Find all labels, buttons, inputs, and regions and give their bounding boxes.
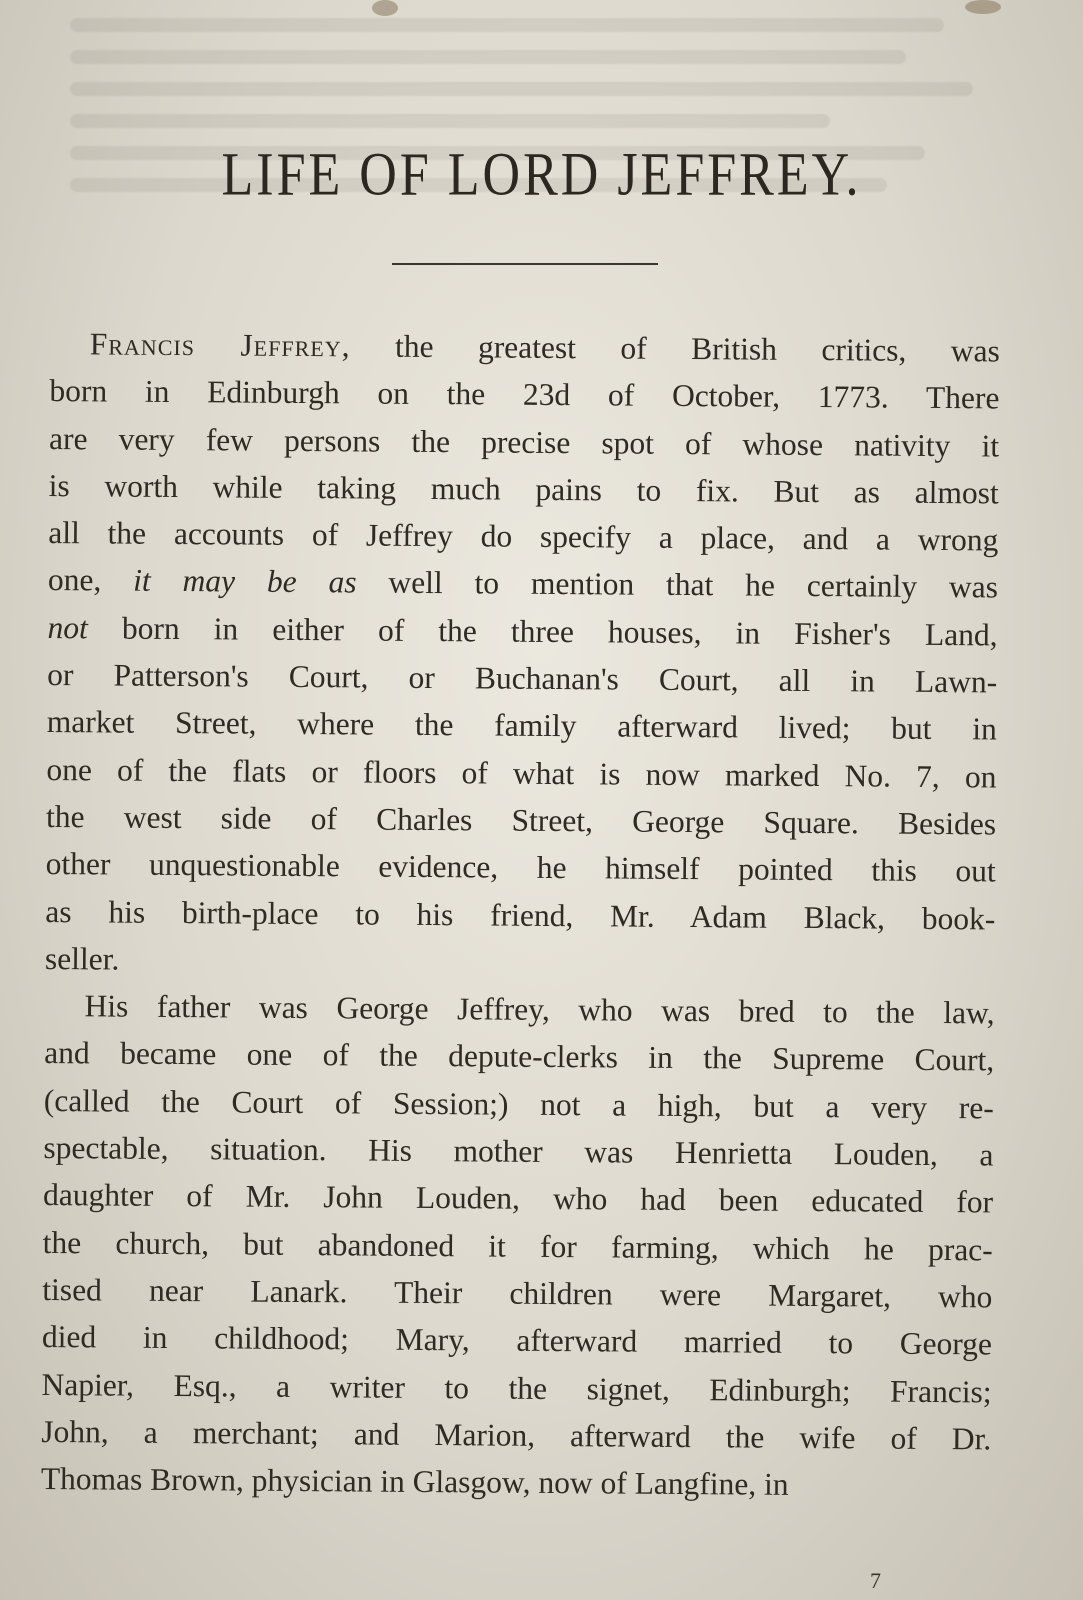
text-line [47,604,997,659]
text-line [47,698,997,753]
title-rule [392,263,658,265]
line-text: John, a merchant; and Marion, afterward the wife of Dr. [41,1413,992,1457]
text-line [41,1408,991,1463]
paragraph [45,320,1000,990]
text-line [45,888,995,943]
text-line [42,1266,992,1321]
line-text: the west side of Charles Street, George Square. Besides [45,798,997,842]
line-text: daughter of Mr. John Louden, who had been educated for [42,1177,994,1220]
line-text: born in either of the three houses, in Fisher's Land, [87,610,998,653]
line-text: one of the flats or floors of what is now marked No. 7, on [46,751,997,795]
line-text: the greatest of British critics, was [350,328,1000,369]
text-line [44,1077,994,1132]
text-line [41,1360,991,1415]
line-text: well to mention that he certainly was [356,564,999,605]
line-text: seller. [44,940,120,977]
line-text: market Street, where the family afterward lived; but in [46,704,997,747]
italic-text: it may be as [133,563,357,600]
body-text [41,320,1000,1510]
text-line [46,840,996,895]
text-line [49,462,999,517]
line-text: is worth while taking much pains to fix. But as almost [48,467,999,511]
line-text: the church, but abandoned it for farming, which he prac- [42,1224,993,1268]
line-text: (called the Court of Session;) not a high, but a very re- [43,1082,994,1126]
page-title: LIFE OF LORD JEFFREY. [221,141,862,209]
line-text: born in Edinburgh on the 23d of October, 1773. There [49,373,1000,416]
italic-text: not [47,609,88,646]
line-text: and became one of the depute-clerks in the Supreme Court, [44,1035,995,1078]
page-number: 7 [870,1568,881,1593]
foxing-spot [965,0,1001,14]
text-line [44,1029,994,1084]
line-text: all the accounts of Jeffrey do specify a place, and a wrong [48,515,999,558]
line-text: died in childhood; Mary, afterward married to George [41,1319,993,1362]
text-line [43,1219,993,1274]
text-line [47,651,997,706]
text-line [42,1313,992,1368]
line-text: other unquestionable evidence, he himself pointed this out [45,846,996,889]
text-line [43,1171,993,1226]
text-line [48,509,998,564]
small-caps-name: Francis Jeffrey, [89,326,351,364]
line-text: or Patterson's Court, or Buchanan's Court, all in Lawn- [47,657,998,700]
line-text: spectable, situation. His mother was Henrietta Louden, a [43,1130,994,1173]
text-line [49,367,999,422]
line-text: His father was George Jeffrey, who was bred to the law, [84,988,995,1031]
foxing-spot [372,0,398,16]
text-line [48,556,998,611]
paragraph [41,982,995,1510]
line-text: tised near Lanark. Their children were Margaret, who [42,1271,993,1315]
text-line [50,320,1000,375]
text-line [45,935,995,990]
text-line [41,1455,991,1510]
line-text: are very few persons the precise spot of whose nativity it [48,420,1000,464]
text-line [44,982,994,1037]
paragraph-container [41,320,1000,1510]
line-text: Thomas Brown, physician in Glasgow, now of Langfine, in [40,1461,789,1502]
text-line [46,746,996,801]
line-text: Napier, Esq., a writer to the signet, Edinburgh; Francis; [41,1366,992,1409]
text-line [43,1124,993,1179]
text-line [49,415,999,470]
text-line [46,793,996,848]
line-prefix: one, [47,562,134,599]
line-text: as his birth-place to his friend, Mr. Adam Black, book- [45,893,996,937]
